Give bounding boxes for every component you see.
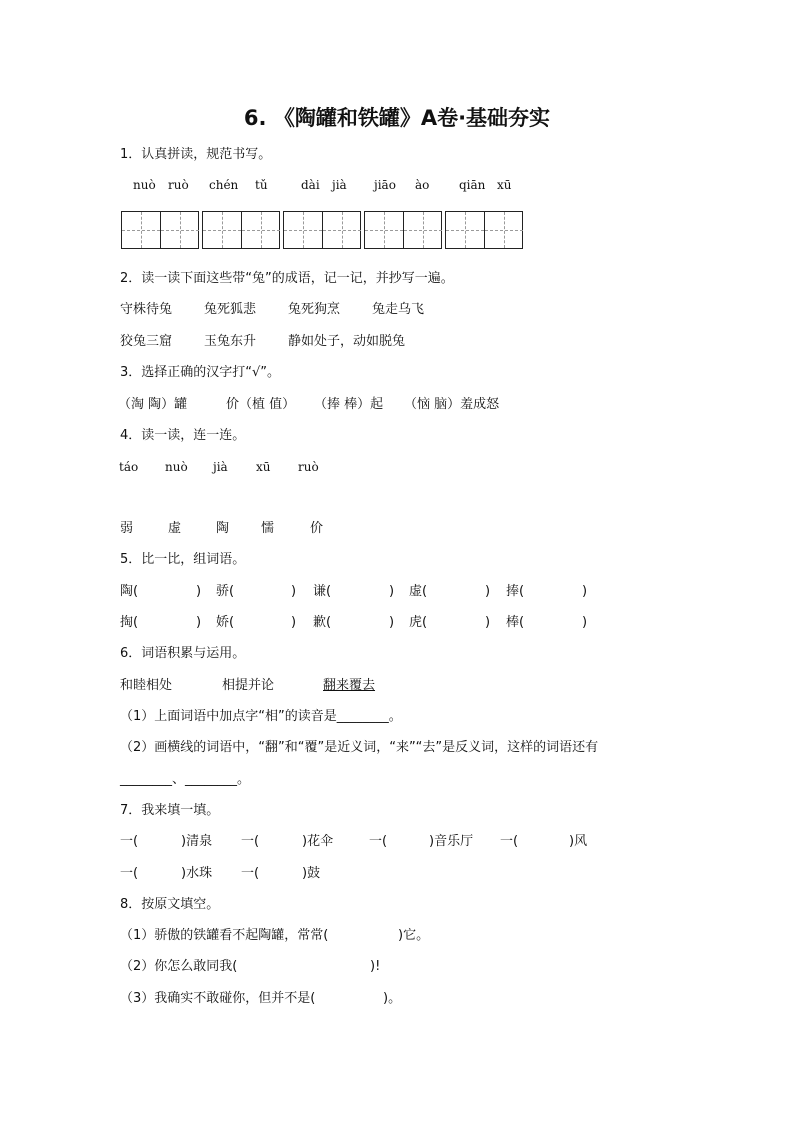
q7-item: )花伞 [302, 834, 334, 849]
q1-pinyin: xū [497, 178, 512, 192]
writing-grid[interactable] [202, 211, 280, 249]
q4-pinyin: ruò [298, 460, 319, 474]
q1-pinyin: chén [209, 178, 239, 192]
writing-grid[interactable] [445, 211, 523, 249]
q7-open: 一( [369, 834, 388, 849]
q4-char[interactable]: 价 [310, 521, 324, 536]
compare-close: ) [291, 584, 297, 599]
q6-prompt: 6．词语积累与运用。 [120, 646, 246, 661]
q7-open: 一( [241, 834, 260, 849]
q8-line1-end: )它。 [398, 928, 430, 943]
q1-pinyin: tǔ [255, 178, 268, 192]
q1-pinyin: ào [415, 178, 430, 192]
q7-item: )鼓 [302, 866, 321, 881]
compare-close: ) [389, 615, 395, 630]
compare-char: 谦( [313, 584, 332, 599]
q6-sub1: （1）上面词语中加点字“相”的读音是________。 [120, 709, 402, 724]
q4-pinyin: táo [119, 460, 139, 474]
choice-item[interactable]: （恼 脑）羞成怒 [404, 397, 500, 412]
q4-char[interactable]: 懦 [261, 521, 275, 536]
q4-prompt: 4．读一读，连一连。 [120, 428, 246, 443]
q1-pinyin: jiāo [374, 178, 396, 192]
idiom: 兔死狗烹 [288, 302, 341, 317]
writing-grid[interactable] [283, 211, 361, 249]
q7-item: )风 [569, 834, 588, 849]
compare-char: 娇( [216, 615, 235, 630]
q8-prompt: 8．按原文填空。 [120, 897, 220, 912]
idiom: 静如处子，动如脱兔 [288, 334, 406, 349]
q4-pinyin: nuò [165, 460, 188, 474]
q4-pinyin: jià [213, 460, 228, 474]
q1-pinyin: ruò [168, 178, 189, 192]
q6-word-underlined: 翻来覆去 [323, 678, 376, 693]
q8-line1: （1）骄傲的铁罐看不起陶罐，常常( [120, 928, 329, 943]
q5-prompt: 5．比一比，组词语。 [120, 552, 246, 567]
q7-open: 一( [120, 866, 139, 881]
q1-pinyin: nuò [133, 178, 156, 192]
compare-char: 掏( [120, 615, 139, 630]
q6-sub2-blanks: ________、________。 [120, 772, 251, 787]
compare-char: 棒( [506, 615, 525, 630]
compare-char: 歉( [313, 615, 332, 630]
writing-grid[interactable] [121, 211, 199, 249]
q4-pinyin: xū [256, 460, 271, 474]
q8-line3: （3）我确实不敢碰你，但并不是( [120, 991, 316, 1006]
q7-open: 一( [500, 834, 519, 849]
q7-open: 一( [241, 866, 260, 881]
compare-char: 捧( [506, 584, 525, 599]
q4-char[interactable]: 弱 [120, 521, 134, 536]
compare-char: 虎( [409, 615, 428, 630]
q4-char[interactable]: 陶 [216, 521, 230, 536]
idiom: 兔走乌飞 [372, 302, 425, 317]
q8-line2: （2）你怎么敢同我( [120, 959, 238, 974]
choice-item[interactable]: （淘 陶）罐 [118, 397, 188, 412]
compare-close: ) [389, 584, 395, 599]
q7-item: )水珠 [181, 866, 213, 881]
q3-prompt: 3．选择正确的汉字打“√”。 [120, 365, 281, 380]
q8-line3-end: )。 [383, 991, 402, 1006]
compare-close: ) [582, 615, 588, 630]
writing-grid[interactable] [364, 211, 442, 249]
compare-char: 虚( [409, 584, 428, 599]
page-title: 6. 《陶罐和铁罐》A卷·基础夯实 [243, 106, 551, 130]
q7-open: 一( [120, 834, 139, 849]
q1-pinyin: jià [332, 178, 347, 192]
idiom: 玉兔东升 [204, 334, 257, 349]
compare-close: ) [485, 615, 491, 630]
choice-item[interactable]: （捧 棒）起 [314, 397, 384, 412]
q4-char[interactable]: 虚 [168, 521, 182, 536]
compare-char: 骄( [216, 584, 235, 599]
idiom: 守株待兔 [120, 302, 173, 317]
compare-close: ) [196, 615, 202, 630]
q6-sub2: （2）画横线的词语中，“翻”和“覆”是近义词，“来”“去”是反义词，这样的词语还有 [120, 740, 599, 755]
compare-close: ) [485, 584, 491, 599]
q7-item: )音乐厅 [429, 834, 474, 849]
q8-line2-end: )! [370, 959, 381, 974]
q7-prompt: 7．我来填一填。 [120, 803, 220, 818]
idiom: 狡兔三窟 [120, 334, 173, 349]
compare-close: ) [582, 584, 588, 599]
q6-word: 相提并论 [222, 678, 275, 693]
compare-close: ) [196, 584, 202, 599]
q6-word: 和睦相处 [120, 678, 173, 693]
choice-item[interactable]: 价（植 值） [226, 397, 296, 412]
idiom: 兔死狐悲 [204, 302, 257, 317]
q1-pinyin: dài [301, 178, 320, 192]
compare-close: ) [291, 615, 297, 630]
q1-prompt: 1．认真拼读，规范书写。 [120, 147, 272, 162]
compare-char: 陶( [120, 584, 139, 599]
q1-pinyin: qiān [459, 178, 486, 192]
q2-prompt: 2．读一读下面这些带“兔”的成语，记一记，并抄写一遍。 [120, 271, 454, 286]
q7-item: )清泉 [181, 834, 213, 849]
